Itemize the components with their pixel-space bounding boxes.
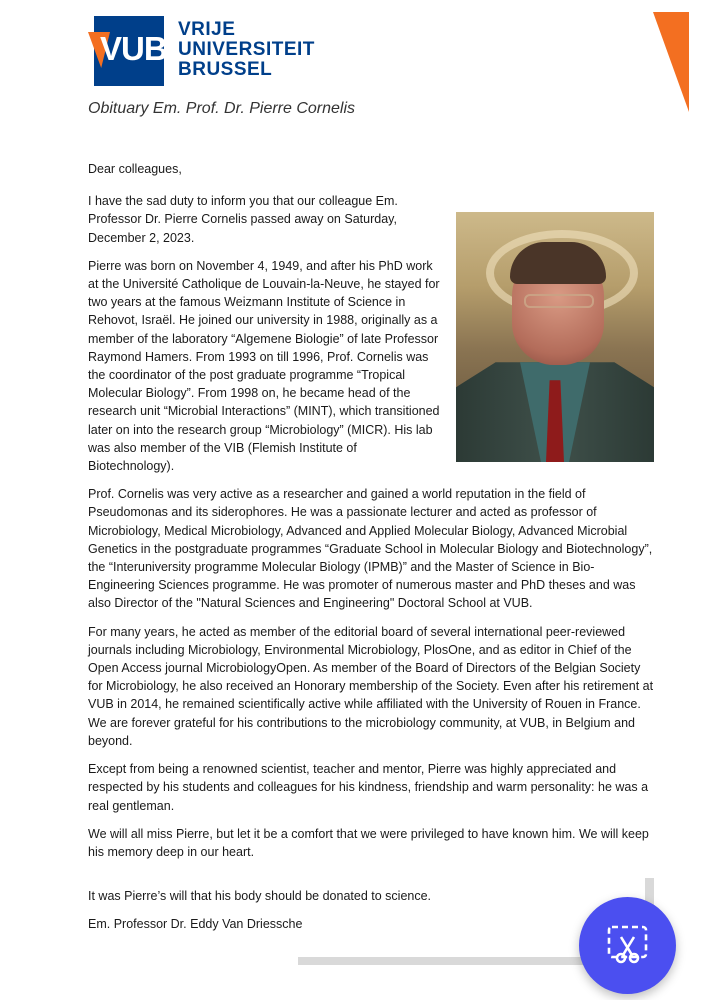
vub-logo <box>88 14 315 90</box>
paragraph-farewell: We will all miss Pierre, but let it be a comfort that we were privileged to have known him. We will keep his memory deep in our heart. <box>88 826 649 859</box>
paragraph-research: Prof. Cornelis was very active as a researcher and gained a world reputation in the field of Pseudomonas and its siderophores. He was a passionate lecturer and acted as professor of Microbiology, Medical Microbiology, Advanced and Applied Molecular Biology, Advanced Microbial Genetics in the postgraduate programmes “Graduate School in Molecular Biology and Biotechnology”, the “Interuniversity programme Molecular Biology (IPMB)” and the Master of Science in Bio-Engineering Sciences programme. He was promoter of numerous master and PhD theses and was also Director of the "Natural Sciences and Engineering" Doctoral School at VUB. <box>88 487 653 611</box>
logo-line-3: BRUSSEL <box>178 59 273 80</box>
signature: Em. Professor Dr. Eddy Van Driessche <box>88 917 303 932</box>
corner-decoration <box>653 12 689 112</box>
logo-line-2: UNIVERSITEIT <box>178 39 315 60</box>
greeting: Dear colleagues, <box>88 162 182 176</box>
document-title: Obituary Em. Prof. Dr. Pierre Cornelis <box>88 100 356 117</box>
screenshot-crop-icon <box>607 925 648 966</box>
logo-line-1: VRIJE <box>178 19 236 40</box>
paragraph-will: It was Pierre’s will that his body should be donated to science. <box>88 889 432 904</box>
screenshot-crop-button[interactable] <box>579 897 676 994</box>
logo-monogram: VUB <box>100 30 167 67</box>
paragraph-biography: Pierre was born on November 4, 1949, and after his PhD work at the Université Catholique de Louvain-la-Neuve, he stayed for two years at the famous Weizmann Institute of Science in Rehovot, Israël. He joined our university in 1988, originally as a member of the laboratory “Algemene Biologie” of late Professor Raymond Hamers. From 1993 on till 1996, Prof. Cornelis was the coordinator of the post graduate programme “Tropical Molecular Biology”. From 1998 on, he became head of the research unit “Microbial Interactions” (MINT), which transitioned later on into the research group “Microbiology” (MICR). His lab was also member of the VIB (Flemish Institute of Biotechnology). <box>88 258 440 474</box>
paragraph-character: Except from being a renowned scientist, teacher and mentor, Pierre was highly appreciated and respected by his students and colleagues for his kindness, friendship and warm personality: he was a real gentleman. <box>88 762 649 813</box>
paragraph-editorial: For many years, he acted as member of the editorial board of several international peer-reviewed journals including Microbiology, Environmental Microbiology, PlosOne, and as editor in Chief of the Open Access journal MicrobiologyOpen. As member of the Board of Directors of the Belgian Society for Microbiology, he also received an Honorary membership of the Society. Even after his retirement at VUB in 2014, he remained scientifically active while affiliated with the University of Rouen in France. We are forever grateful for his contributions to the microbiology community, at VUB, in Belgium and beyond. <box>88 624 654 748</box>
letter-body <box>88 160 654 944</box>
paragraph-announcement: I have the sad duty to inform you that our colleague Em. Professor Dr. Pierre Cornelis passed away on Saturday, December 2, 2023. <box>88 194 398 245</box>
portrait-photo <box>456 212 654 462</box>
